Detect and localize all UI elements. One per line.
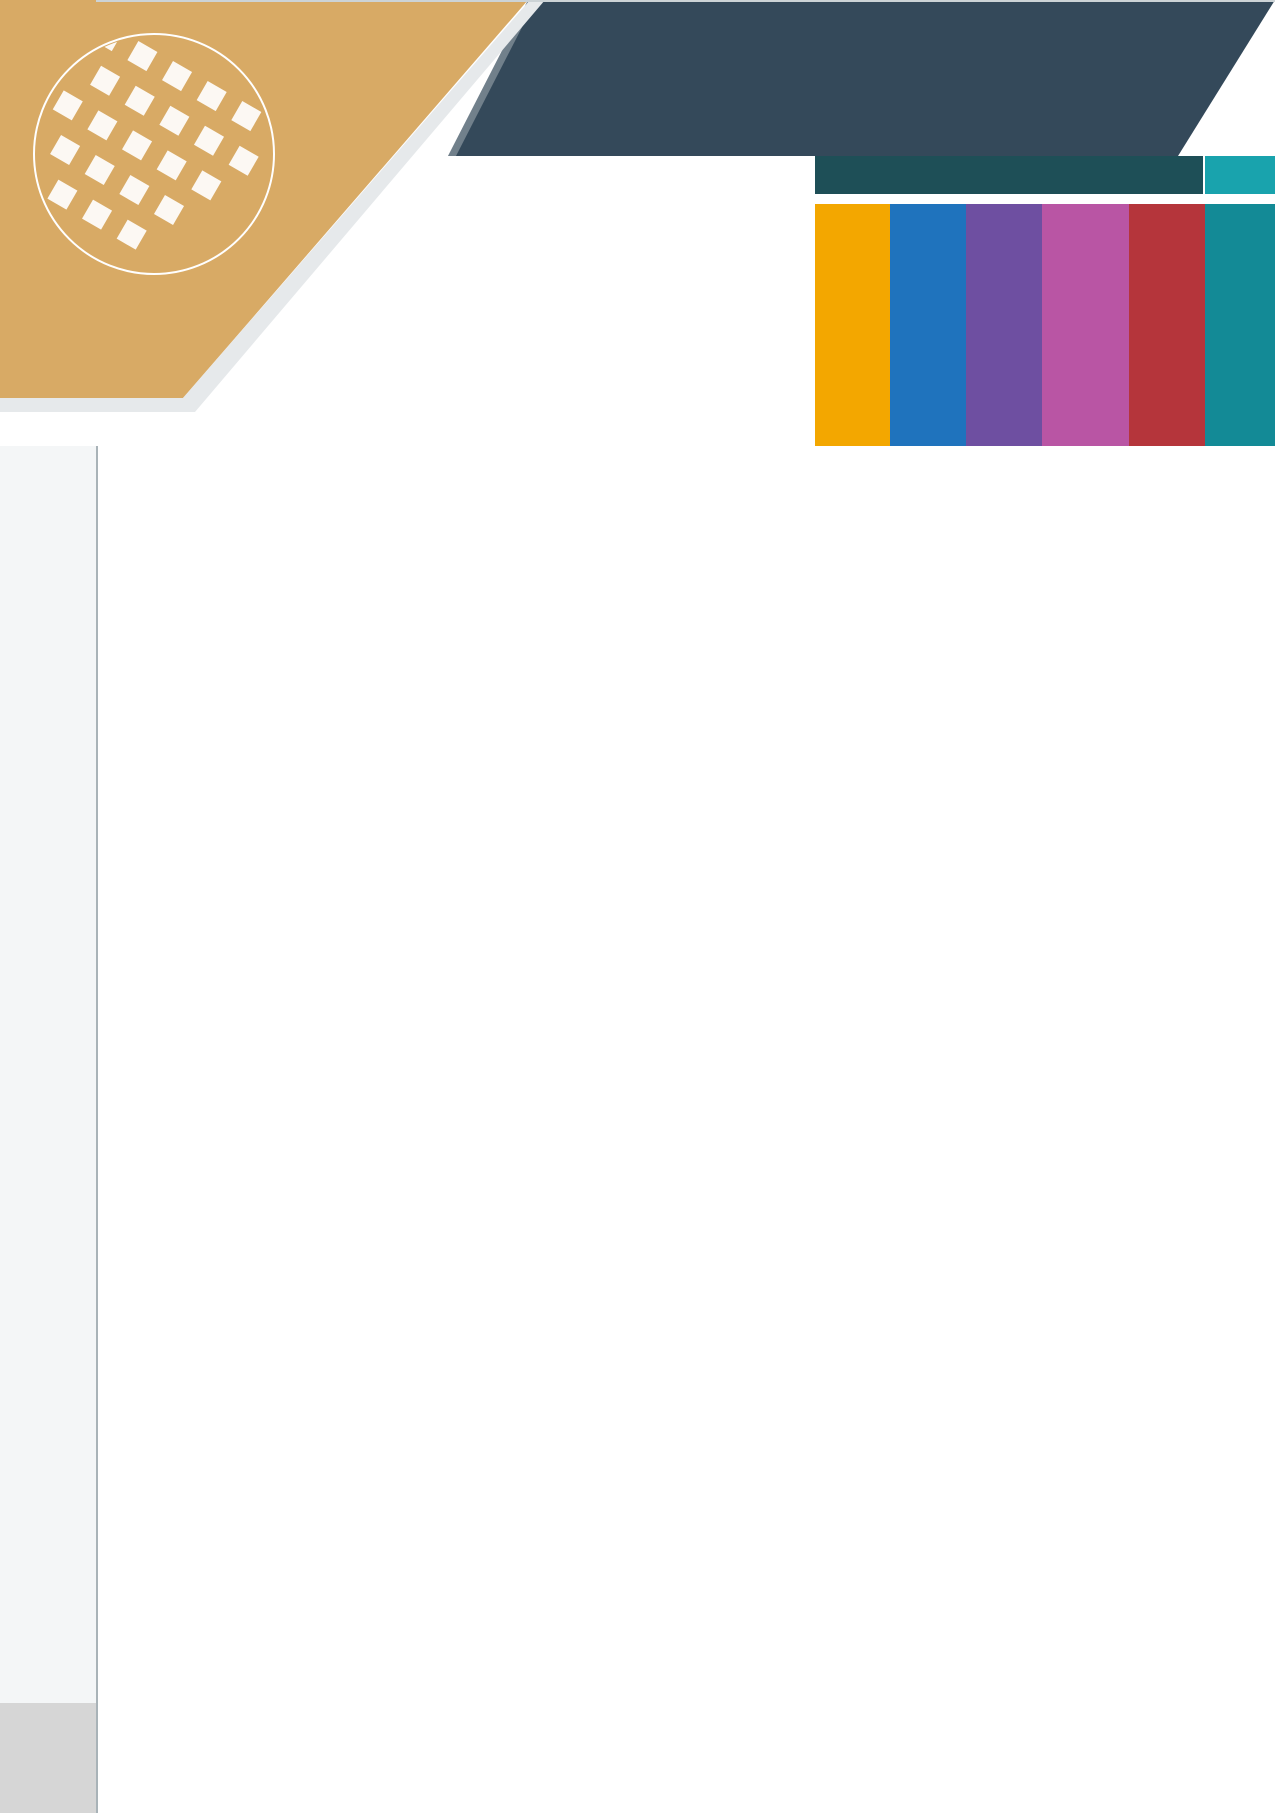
section-divider — [96, 446, 98, 1813]
column-header-line — [966, 204, 1042, 446]
section-other — [0, 1703, 96, 1813]
group-header-personal — [1205, 156, 1275, 194]
section-solucion — [0, 904, 96, 1253]
column-header-propiedad — [1129, 204, 1205, 446]
section-capacitacion — [0, 1251, 96, 1705]
company-logo — [4, 4, 304, 304]
table-row — [96, 0, 1275, 2]
group-header-corporate — [815, 156, 1203, 194]
column-header-preferencial — [1042, 204, 1129, 446]
header — [0, 0, 1275, 450]
column-header-familiar — [1205, 204, 1275, 446]
section-prevencion — [0, 446, 96, 906]
column-header-elite — [815, 204, 890, 446]
column-header-integral — [890, 204, 966, 446]
